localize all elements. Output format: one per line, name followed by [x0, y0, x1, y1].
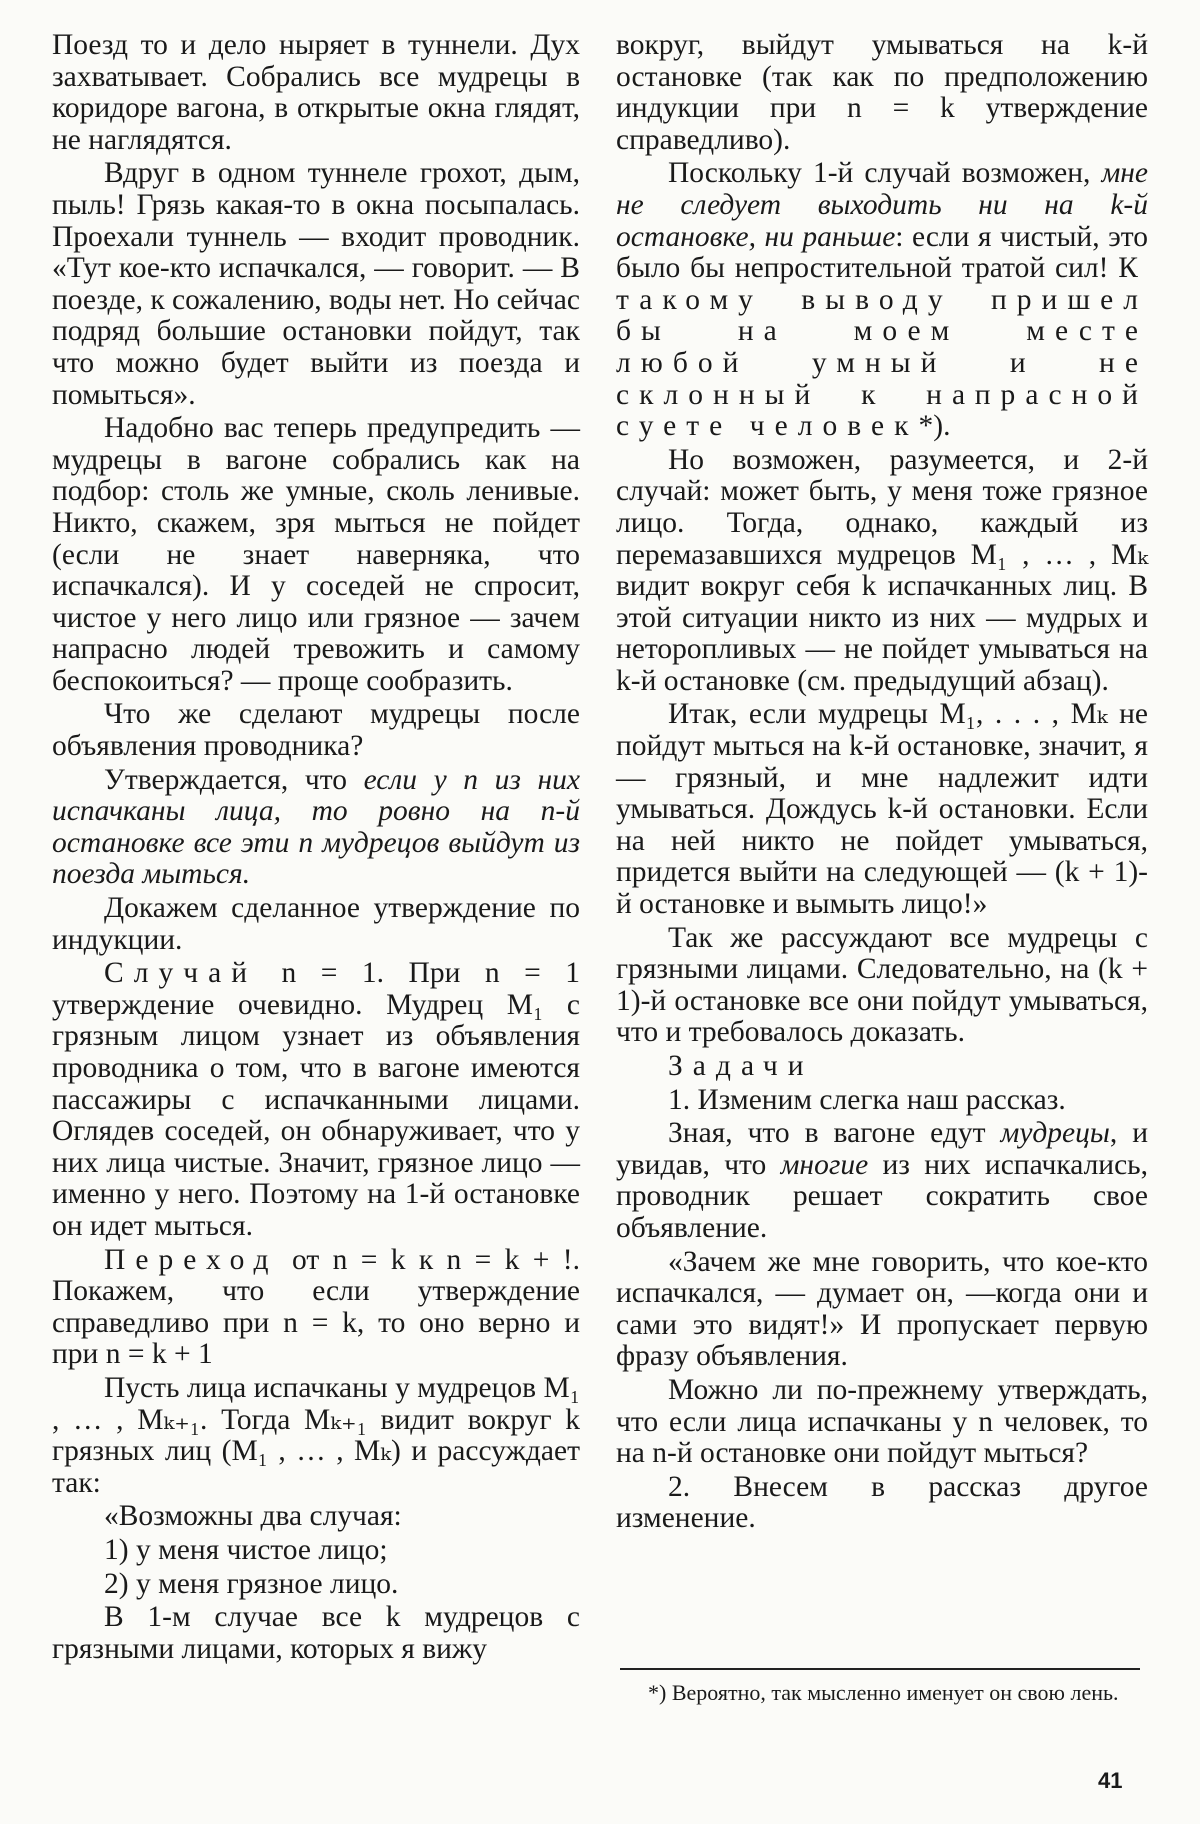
- task-paragraph: [616, 1118, 1148, 1244]
- task-paragraph: «Зачем же мне говорить, что кое-кто испачкался, — думает он, —когда они и сами это видят!» И пропускает первую фразу объявления.: [616, 1245, 1148, 1373]
- claim-paragraph: [52, 765, 580, 891]
- transition-heading: Переход: [104, 1243, 279, 1276]
- emphasis-run: мне не следует выходить ни на k-й остановке, ни раньше: [616, 157, 1148, 253]
- footnote: *) Вероятно, так мысленно именует он свою лень.: [648, 1680, 1119, 1705]
- transition-paragraph: [52, 1245, 580, 1371]
- text-run: : если я чистый, это было бы непростительной тратой сил!: [616, 220, 1148, 285]
- footnote-divider: [620, 1668, 1140, 1670]
- reasoning-paragraph: [616, 158, 1148, 442]
- paragraph: Что же сделают мудрецы после объявления проводника?: [52, 698, 580, 763]
- page-number: 41: [1098, 1768, 1123, 1793]
- task-paragraph: 1. Изменим слегка наш рассказ.: [668, 1083, 1066, 1116]
- paragraph: Докажем сделанное утверждение по индукции.: [52, 892, 580, 956]
- quote-line: 2) у меня грязное лицо.: [104, 1567, 399, 1600]
- text-run: Зная, что в вагоне едут: [668, 1117, 1001, 1150]
- quote-line: 1) у меня чистое лицо;: [104, 1533, 388, 1566]
- footnote-marker: *).: [918, 410, 951, 443]
- text-run: из них испачкались, проводник решает сократить свое объявление.: [616, 1148, 1148, 1244]
- tasks-heading-text: Задачи: [668, 1050, 814, 1082]
- task-paragraph: 2. Внесем в рассказ другое изменение.: [616, 1470, 1148, 1535]
- claim-lead: Утверждается, что: [104, 763, 364, 796]
- case-paragraph: [52, 958, 580, 1242]
- transition-text: от n = k к n = k + !. Покажем, что если утверждение справедливо при n = k, то оно верно и при n = k + 1: [52, 1243, 580, 1371]
- paragraph: Но возможен, разумеется, и 2-й случай: может быть, у меня тоже грязное лицо. Тогда, однако, каждый из перемазавшихся мудрецов M₁ , … , Mₖ видит вокруг себя k испачканных лиц. В этой ситуации никто из них — мудрых и неторопливых — не пойдет умываться на k-й остановке (см. предыдущий абзац).: [616, 443, 1148, 697]
- text-run: Поскольку 1-й случай возможен,: [668, 157, 1102, 190]
- case-heading: Случай: [104, 957, 258, 990]
- quote-line: В 1-м случае все k мудрецов с грязными лицами, которых я вижу: [52, 1601, 580, 1665]
- paragraph: Итак, если мудрецы M₁, . . . , Mₖ не пойдут мыться на k-й остановке, значит, я — грязный, и мне надлежит идти умываться. Дождусь k-й остановки. Если на ней никто не пойдет умываться, придется выйти на следующей — (k + 1)-й остановке и вымыть лицо!»: [616, 698, 1148, 921]
- spaced-run: К такому выводу пришел бы на моем месте любой умный и не склонный к напрасной суете человек: [616, 252, 1148, 443]
- claim-statement: если у n из них испачканы лица, то ровно на n-й остановке все эти n мудрецов выйдут из поезда мыться.: [52, 763, 580, 891]
- paragraph: Пусть лица испачканы у мудрецов M₁ , … , Mₖ₊₁. Тогда Mₖ₊₁ видит вокруг k грязных лиц (M₁ , … , Mₖ) и рассуждает так:: [52, 1371, 580, 1499]
- left-column: [52, 30, 580, 1667]
- emphasis-run: мудрецы: [1000, 1117, 1110, 1150]
- emphasis-run: многие: [780, 1148, 869, 1181]
- task-paragraph: Можно ли по-прежнему утверждать, что если лица испачканы у n человек, то на n-й остановке они пойдут мыться?: [616, 1373, 1148, 1470]
- case-text: n = 1. При n = 1 утверждение очевидно. Мудрец M₁ с грязным лицом узнает из объявления проводника о том, что в вагоне имеются пассажиры с испачканными лицами. Оглядев соседей, он обнаруживает, что у них лица чистые. Значит, грязное лицо — именно у него. Поэтому на 1-й остановке он идет мыться.: [52, 957, 580, 1242]
- tasks-heading: [616, 1051, 1148, 1083]
- paragraph: Поезд то и дело ныряет в туннели. Дух захватывает. Собрались все мудрецы в коридоре вагона, в открытые окна глядят, не наглядятся.: [52, 29, 580, 156]
- text-run: , и увидав, что: [616, 1117, 1149, 1181]
- paragraph: Так же рассуждают все мудрецы с грязными лицами. Следовательно, на (k + 1)-й остановке все они пойдут умываться, что и требовалось доказать.: [616, 921, 1148, 1049]
- quote-line: «Возможны два случая:: [104, 1500, 402, 1533]
- right-column: [616, 30, 1148, 1537]
- paragraph: Надобно вас теперь предупредить — мудрецы в вагоне собрались как на подбор: столь же умные, сколь ленивые. Никто, скажем, зря мыться не пойдет (если не знает наверняка, что испачкался). И у соседей не спросит, чистое у него лицо или грязное — зачем напрасно людей тревожить и самому беспокоиться? — проще сообразить.: [52, 412, 580, 697]
- paragraph: Вдруг в одном туннеле грохот, дым, пыль! Грязь какая-то в окна посыпалась. Проехали туннель — входит проводник. «Тут кое-кто испачкался, — говорит. — В поезде, к сожалению, воды нет. Но сейчас подряд большие остановки пойдут, так что можно будет выйти из поезда и помыться».: [52, 157, 580, 411]
- continued-paragraph: вокруг, выйдут умываться на k-й остановке (так как по предположению индукции при n = k утверждение справедливо).: [616, 29, 1148, 156]
